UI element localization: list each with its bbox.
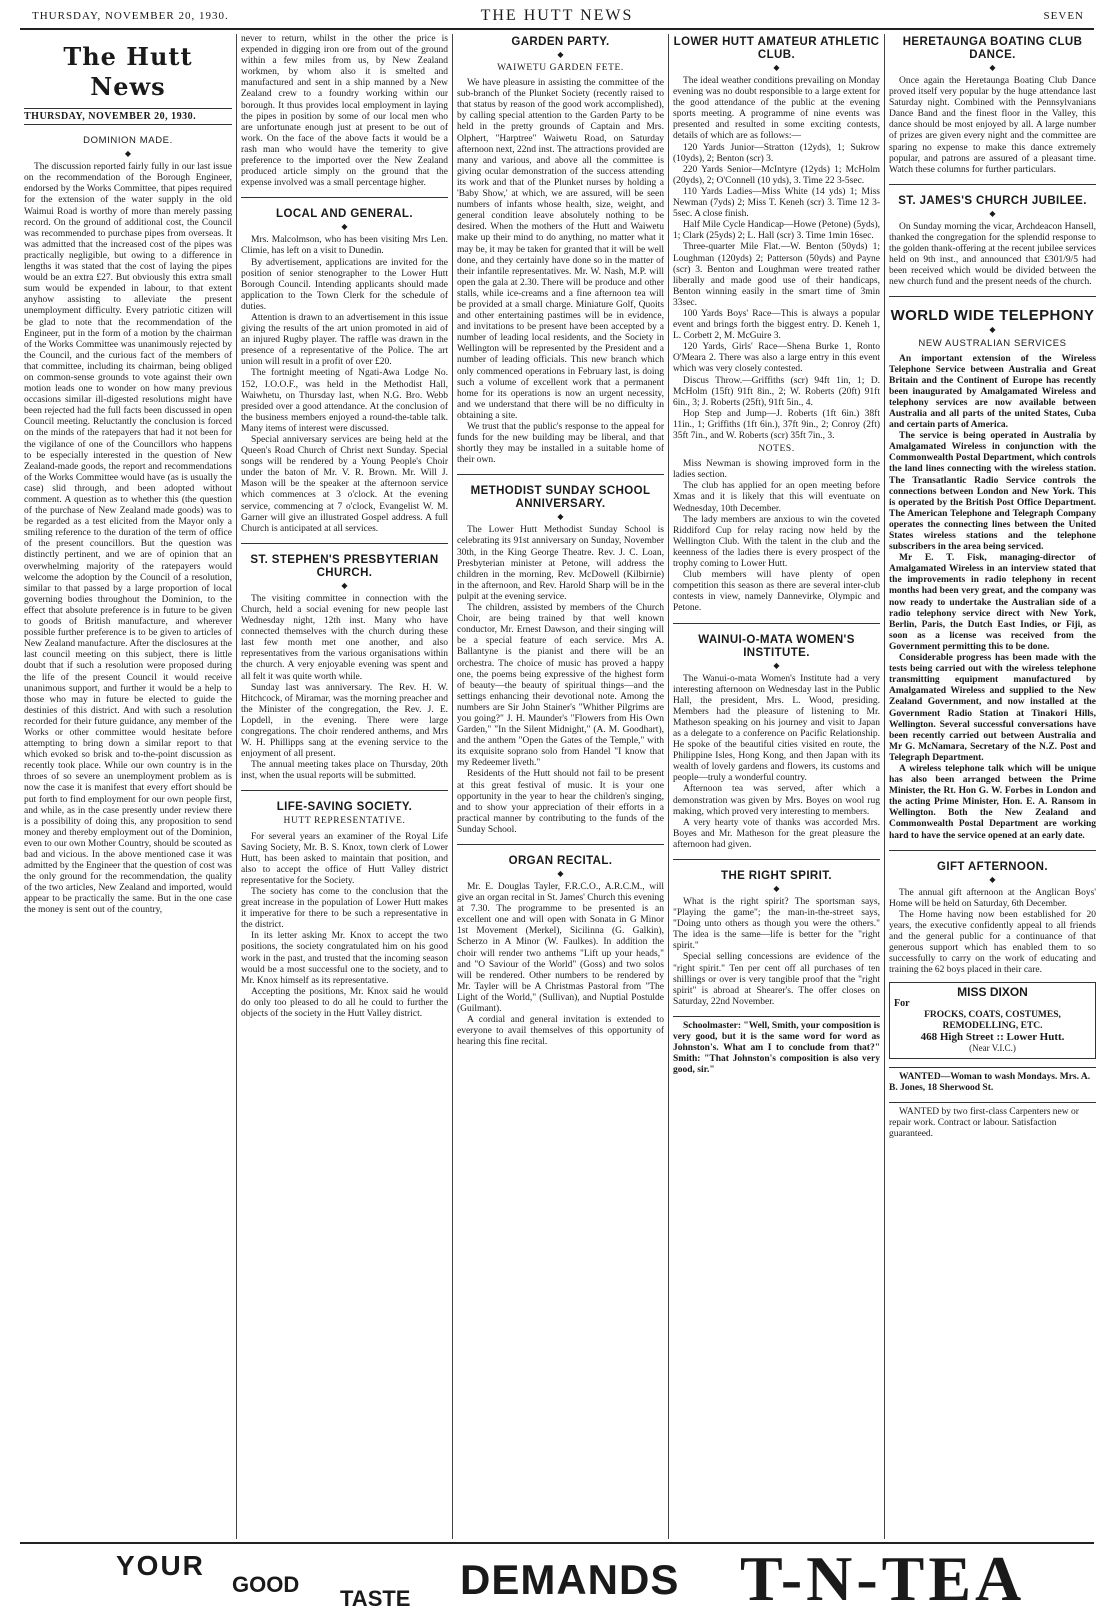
- world-wide-telephony-subheading: NEW AUSTRALIAN SERVICES: [918, 338, 1067, 350]
- telephony-paragraph: A wireless telephone talk which will be unique has also been arranged between the Prime Minister, the Rt. Hon G. W. Forbes in London and the acting Prime Minister, Hon. E. A. Ransom in Wellington. Both the New Zealand and Commonwealth Postal Department are working hard to have the service opened at an early date.: [889, 763, 1096, 841]
- divider-ornament: ◆: [989, 63, 996, 72]
- local-item: Attention is drawn to an advertisement in this issue giving the results of the art union promoted in aid of an injured Rugby player. The raffle was drawn in the presence of a representative of the Police. The art union will result in a profit of over £20.: [241, 312, 448, 368]
- rule: [457, 474, 664, 475]
- womens-institute-paragraph: A very hearty vote of thanks was accorded Mrs. Boyes and Mr. Matheson for the great pleasure the afternoon had given.: [673, 817, 880, 850]
- column-3: [452, 34, 668, 1539]
- st-stephens-paragraph: The annual meeting takes place on Thursday, 20th inst, when the usual reports will be submitted.: [241, 760, 448, 782]
- athletic-result: 110 Yards Ladies—Miss White (14 yds) 1; Miss Newman (7yds) 2; Miss T. Keneh (scr) 3. Time 12 3-5sec. A close finish.: [673, 186, 880, 220]
- womens-institute-paragraph: The Wanui-o-mata Women's Institute had a very interesting afternoon on Wednesday last in the Public Hall, the president, Mrs. L. Wood, presiding. Members had the pleasure of listening to Mr. Matheson speaking on his journey and visit to Japan as a delegate to a conference on Pacific Relationship. He spoke of the beautiful cities visited en route, the Philippine Isles, Hong Kong, and then Japan with its wealth of lovely gardens and flowers, its customs and people—truly a wonderful country.: [673, 673, 880, 784]
- gift-afternoon-paragraph: The annual gift afternoon at the Anglican Boys' Home will be held on Saturday, 6th December.: [889, 887, 1096, 909]
- st-stephens-paragraph: Sunday last was anniversary. The Rev. H. W. Hitchcock, of Miramar, was the morning preacher and the Minister of the congregation, the Rev. J. E. Lopdell, in the evening. There were large congregations. The choir rendered anthems, and Mrs W. H. Phillipps sang at the evening service to the enjoyment of all present.: [241, 682, 448, 760]
- classified-wanted: WANTED—Woman to wash Mondays. Mrs. A. B. Jones, 18 Sherwood St.: [889, 1071, 1091, 1094]
- miss-dixon-address: 468 High Street :: Lower Hutt.: [920, 1030, 1065, 1043]
- rule: [889, 1102, 1096, 1103]
- editorial-title: DOMINION MADE.: [83, 135, 173, 147]
- right-spirit-heading: THE RIGHT SPIRIT.: [721, 870, 832, 882]
- ad-word-your: YOUR: [116, 1550, 205, 1581]
- athletic-paragraph: The ideal weather conditions prevailing on Monday evening was no doubt responsible to a large extent for the good attendance of the public at the evening sports meeting. A programme of nine events was presented and resulted in some exciting contests, details of which are as follows:—: [673, 76, 880, 142]
- gift-afternoon-heading: GIFT AFTERNOON.: [937, 860, 1048, 873]
- masthead: The Hutt News: [63, 42, 193, 101]
- divider-ornament: ◆: [773, 660, 780, 670]
- garden-party-subheading: WAIWETU GARDEN FETE.: [497, 63, 624, 73]
- divider-ornament: ◆: [557, 50, 564, 59]
- local-general-heading: LOCAL AND GENERAL.: [276, 208, 413, 221]
- garden-party-paragraph: We have pleasure in assisting the committee of the sub-branch of the Plunket Society (recently raised to that status by reason of the good work accomplished), by calling special attention to the Garden Party to be held in the pretty grounds of Captain and Mrs. Olphert, "Harptree" Waiwetu Road, on Saturday afternoon next, 22nd inst. The attractions provided are many and various, and above all the committee is giving ocular demonstration of the success attending its work and that of the Plunket nurses by holding a 'Baby Show,' at which, we are assured, will be seen numbers of infants whose health, size, weight, and general condition leave absolutely nothing to be desired. When the mothers of the Hutt and Waiwetu make up their mind to do anything, no matter what it may be, it may be taken for granted that it will be well done, and they certainly have done so in the matter of their infantile representatives. Mr. W. Nash, M.P. will open the gala at 2.30. There will be produce and other stalls, while ice-creams and a fine afternoon tea will be provided at a small charge. Miniature Golf, Quoits and other entertaining pastimes will be in evidence, and invitations to be present have been accepted by a number of leading local residents, and the Society in Wellington will be represented by the President and a number of leading officials. This new branch which only commenced operations in February last, is doing such a volume of excellent work that a permanent home for its operations is now an urgent necessity, and we understand that there will be no difficulty in obtaining a site.: [457, 78, 664, 421]
- athletic-result: 120 Yards, Girls' Race—Shena Burke 1, Ronto O'Meara 2. There was also a large entry in this event which was very closely contested.: [673, 342, 880, 375]
- rule: [889, 296, 1096, 297]
- running-head-date: THURSDAY, NOVEMBER 20, 1930.: [32, 10, 229, 22]
- right-spirit-paragraph: What is the right spirit? The sportsman says, "Playing the game"; the man-in-the-street says, "Doing unto others as though you were the others." The idea is the same—life is better for the "right spirit.": [673, 897, 880, 952]
- athletic-result: 100 Yards Boys' Race—This is always a popular event and brings forth the biggest entry. D. Keneh 1, L. Corbett 2, M. McGuire 3.: [673, 308, 880, 342]
- column-4: [668, 34, 884, 1539]
- rule: [241, 543, 448, 544]
- miss-dixon-near: (Near V.I.C.): [969, 1042, 1016, 1053]
- athletic-note: The club has applied for an open meeting before Xmas and it is likely that this will eventuate on Wednesday, 10th December.: [673, 481, 880, 514]
- divider-ornament: ◆: [989, 208, 996, 218]
- column-1: [20, 34, 236, 1539]
- running-head: [20, 6, 1094, 30]
- divider-ornament: ◆: [557, 869, 564, 878]
- garden-party-paragraph: We trust that the public's response to the appeal for funds for the new building may be liberal, and that shortly they may be installed in a suitable home of their own.: [457, 422, 664, 466]
- methodist-paragraph: The children, assisted by members of the Church Choir, are being trained by that well known conductor, Mr. Ernest Dawson, and their singing will be a special feature of each service. Mrs A. Ballantyne is the pianist and there will be an orchestra. The choice of music has proved a happy one, the poems being expressive of the highest form of beauty—the beauty of spiritual things—and the settings enhancing their devotional note. Among the numbers are Sir John Stainer's "Whither Pilgrims are you going?" J. H. Maunder's "Flowers from His Own Garden," "In the Silent Midnight," (A. M. Goodhart), and the anthem "Open the Gates of the Temple," with its exquisite soprano solo from Handel "I know that my Redeemer liveth.": [457, 603, 664, 769]
- life-saving-paragraph: For several years an examiner of the Royal Life Saving Society, Mr. B. S. Knox, town clerk of Lower Hutt, has been asked to maintain that position, and also to accept the office of Hutt Valley district representative for the Society.: [241, 831, 448, 886]
- rule: [889, 184, 1096, 185]
- st-stephens-paragraph: The visiting committee in connection with the Church, held a social evening for new people last Wednesday night, 12th inst. Many who have connected themselves with the church during these last few month met one another, and also representatives from the various organisations within the church. A very enjoyable evening was spent and all felt it was quite worth while.: [241, 593, 448, 682]
- ad-word-good: GOOD: [232, 1572, 300, 1597]
- organ-recital-paragraph: A cordial and general invitation is extended to everyone to avail themselves of this opportunity of hearing this fine recital.: [457, 1015, 664, 1048]
- st-james-paragraph: On Sunday morning the vicar, Archdeacon Hansell, thanked the congregation for the splendid response to the golden thank-offering at the recent jubilee services held on 9th inst., and announced that £301/9/5 had been received which would be divided between the new church fund and the present needs of the church.: [889, 221, 1096, 288]
- joke-paragraph: Schoolmaster: "Well, Smith, your composition is very good, but it is the same word for word as Johnston's. What am I to conclude from that?" Smith: "That Johnston's composition is also very good, sir.": [673, 1020, 880, 1076]
- rule: [889, 1067, 1096, 1068]
- miss-dixon-services: FROCKS, COATS, COSTUMES, REMODELLING, ETC.: [924, 1009, 1061, 1031]
- athletic-result: Discus Throw.—Griffiths (scr) 94ft 1in, 1; D. McHolm (15ft) 91ft 8in., 2; W. Roberts (20ft) 91ft 6in., 3; J. Roberts (25ft), 91ft 5in., 4.: [673, 375, 880, 408]
- columns: [20, 34, 1100, 1539]
- life-saving-heading: LIFE-SAVING SOCIETY.: [276, 801, 413, 814]
- divider-ornament: ◆: [124, 149, 132, 159]
- column-2: [236, 34, 452, 1539]
- ad-word-taste: TASTE: [340, 1586, 411, 1611]
- rule: [673, 1016, 880, 1017]
- divider-ornament: ◆: [557, 512, 564, 522]
- divider-ornament: ◆: [341, 222, 348, 232]
- athletic-result: Hop Step and Jump—J. Roberts (1ft 6in.) 38ft 11in., 1; Griffiths (1ft 6in.), 37ft 9in., 2; Conroy (2ft) 35ft 7in., and W. Roberts (scr) 35ft 7in., 3.: [673, 408, 880, 441]
- athletic-note: Club members will have plenty of open competition this season as there are several inter-club contests in view, namely Dannevirke, Olympic and Petone.: [673, 570, 880, 614]
- rule: [673, 859, 880, 860]
- rule: [889, 850, 1096, 851]
- life-saving-paragraph: Accepting the positions, Mr. Knox said he would do only too pleased to do all he could to further the objects of the society in the Hutt Valley district.: [241, 986, 448, 1020]
- right-spirit-paragraph: Special selling concessions are evidence of the "right spirit." Ten per cent off all purchases of ten shillings or over is very tangible proof that the "right spirit" is abroad at Shearer's. The offer closes on Saturday, 22nd November.: [673, 952, 880, 1007]
- womens-institute-heading: WAINUI-O-MATA WOMEN'S INSTITUTE.: [698, 633, 855, 659]
- local-item: Mrs. Malcolmson, who has been visiting Mrs Len. Climie, has left on a visit to Dunedin.: [241, 235, 448, 257]
- gift-afternoon-paragraph: The Home having now been established for 20 years, the executive confidently appeal to all friends and the general public for a continuance of that generous support which has enabled them to so successfully to carry on the work of educating and training the 62 boys placed in their care.: [889, 909, 1096, 976]
- rule: [241, 197, 448, 198]
- boating-club-paragraph: Once again the Heretaunga Boating Club Dance proved itself very popular by the huge attendance last Saturday night. Combined with the Pennsylvanians Dance Band and the finest floor in the Valley, this dance should be most enjoyed by all. A large number of prizes are given every night and the committee are sparing no expense to make this dance extremely popular, and patrons are assured of a pleasant time. Watch these columns for further particulars.: [889, 76, 1096, 175]
- ad-brand-name: T-N-TEA: [740, 1543, 1026, 1614]
- local-item: Special anniversary services are being held at the Queen's Road Church of Christ next Sunday. Special songs will be rendered by a Young People's Choir under the baton of Mr. V. R. Brown. Mr. Will J. Mason will be the speaker at the afternoon service which commences at 3 o'clock. At the evening service, commencing at 7 o'clock, Evangelist W. M. Garner will give an illustrated Gospel address. A full Church is anticipated at all services.: [241, 435, 448, 534]
- womens-institute-paragraph: Afternoon tea was served, after which a demonstration was given by Mrs. Boyes on wool rug making, which proved very interesting to members.: [673, 784, 880, 817]
- dateline: THURSDAY, NOVEMBER 20, 1930.: [24, 108, 232, 125]
- methodist-paragraph: The Lower Hutt Methodist Sunday School is celebrating its 91st anniversary on Sunday, November 30th, in the King George Theatre. Rev. J. C. Loan, Presbyterian minister at Petone, will address the children in the morning, Rev. McDowell (Kilbirnie) in the afternoon, and Rev. Harold Sharp will be in the pulpit at the evening service.: [457, 525, 664, 602]
- editorial-continued: never to return, whilst in the other the price is expended in digging iron ore from out of the ground within a few miles from us, by New Zealand workmen, by whom also it is smelted and manufactured and sent in a ship manned by a New Zealand crew to a foundry working within our borough. It thus provides local employment in laying the pipes in position by some of our local men who are unfortunate enough just at present to be out of work. On the face of the above facts it would be a rash man who would have the temerity to give preference to the imported over the New Zealand produced article simply on the ground that the expense involved was a small percentage higher.: [241, 34, 448, 189]
- telephony-paragraph: Mr E. T. Fisk, managing-director of Amalgamated Wireless in an interview stated that the improvements in radio telephony in recent months had been very great, and the company was now ready to undertake the Australian side of a radio telephony service direct with New York, Berlin, Paris, the Dutch East Indies, or Fiji, as soon as a license was received from the Government permitting this to be done.: [889, 553, 1096, 652]
- world-wide-telephony-heading: WORLD WIDE TELEPHONY: [890, 307, 1095, 325]
- miss-dixon-advertisement: [889, 982, 1096, 1059]
- athletic-result: Three-quarter Mile Flat.—W. Benton (50yds) 1; Loughman (120yds) 2; Patterson (50yds) and Payne (scr) 3. Benton and Loughman were treated rather liberally and made good use of their handicaps, Benton winning easily in the smart time of 3min 33sec.: [673, 242, 880, 308]
- athletic-club-heading: LOWER HUTT AMATEUR ATHLETIC CLUB.: [673, 36, 880, 61]
- athletic-result: 220 Yards Senior—McIntyre (12yds) 1; McHolm (20yds), 2; O'Connell (10 yds), 3. Time 22 3-5sec.: [673, 164, 880, 186]
- athletic-result: 120 Yards Junior—Stratton (12yds), 1; Sukrow (10yds), 2; Benton (scr) 3.: [673, 142, 880, 164]
- divider-ornament: ◆: [341, 580, 348, 590]
- divider-ornament: ◆: [773, 63, 780, 72]
- boating-club-heading: HERETAUNGA BOATING CLUB DANCE.: [902, 36, 1083, 61]
- st-stephens-heading: ST. STEPHEN'S PRESBYTERIAN CHURCH.: [250, 553, 439, 579]
- telephony-paragraph: An important extension of the Wireless Telephone Service between Australia and Great Britain and the Continent of Europe has recently been inaugurated by Amalgamated Wireless and telephony services are now available between Australia and all parts of the united States, Cuba and certain parts of America.: [889, 353, 1096, 431]
- athletic-note: Miss Newman is showing improved form in the ladies section.: [673, 459, 880, 481]
- tea-advertisement: [20, 1542, 1094, 1612]
- miss-dixon-for: For: [894, 998, 910, 1010]
- column-5: [884, 34, 1100, 1539]
- running-head-paper: THE HUTT NEWS: [480, 7, 634, 24]
- editorial-body: The discussion reported fairly fully in our last issue on the recommendation of the Borough Engineer, endorsed by the Works Committee, that pipes required for the extension of the water supply in the old Waimui Road is worthy of more than merely passing record. On the ground of additional cost, the Council was recommended to purchase pipes from overseas. It was admitted that the increased cost of the pipes was practically negligible, but owing to a difference in lengths it was stated that the cost of laying the pipes would be an extra £27. But obviously this extra small sum would be expended in labour, to that extent anyhow assisting to alleviate the present unemployment difficulty. Every patriotic citizen will be glad to note that the recommendation of the Engineer, put in the form of a motion by the chairman of the Works Committee was unanimously rejected by the Council, and the curious fact of the members of that committee, including its chairman, being obliged on common-sense grounds to vote against their own motion leads one to wonder on how many previous occasions similar ill-digested resolutions might have been rejected had the full facts been discussed in open Council meeting. Reluctantly the conclusion is forced on the minds of the ratepayers that had it not been for the vigilance of one of the Councillors who happens to be especially interested in the question of New Zealand-made goods, the report and recommendations of the Works Committee would have (as is usually the case) slid through, and been adopted without comment. A question as to whether this (the question of the purchase of New Zealand made goods) was to be regarded as a test elicited from the Mayor only a smiling reference to the duration of the term of office of the present councillors. But the question was distinctly pertinent, and we are of opinion that an overwhelming majority of the ratepayers would welcome the adoption by the Council of a resolution, similar to that passed by a large proportion of local governing bodies throughout the Dominion, to the effect that absolute preference is in future to be given to goods of British manufacture, and wherever possible further preference is to be given to articles of New Zealand manufacture. After the disclosures at the last council meeting on this subject, there is little doubt that if such a resolution were proposed during the life of the present Council it would receive unanimous support, and further it would be a help to those who may in future be elected to guide the destinies of this district. And with such a resolution recorded for their future guidance, any member of the Works or other committee would hesitate before attempting to bring down a similar report to that which evoked so brisk and to-the-point discussion as recently took place. While our own country is in the throes of so severe an unemployment problem as is now the case it is manifest that every effort should be put forth to find employment for our own people first, and while, as in the case presently under review there is a possibility of doing this, any proposition to send money and thereby employment out of the Dominion, even to our own Mother Country, should be scouted as bad and vicious. In the above mentioned case it was admitted by the Engineer that the question of cost was the only ground for the recommendation, the quality of the two articles, New Zealand and imported, would appear to be practically the same. But in the one case the money is sent out of the country,: [24, 162, 232, 916]
- local-item: By advertisement, applications are invited for the position of senior stenographer to the Lower Hutt Borough Council. Intending applicants should made application to the Town Clerk for the schedule of duties.: [241, 257, 448, 312]
- life-saving-subheading: HUTT REPRESENTATIVE.: [283, 816, 406, 827]
- telephony-paragraph: The service is being operated in Australia by Amalgamated Wireless in conjunction with the Commonwealth Postal Department, which controls the land lines connecting with the wireless station. The Transatlantic Radio Service controls the connections between London and New York. This is operated by the British Post Office Department. The American Telephone and Telegraph Company operates the connecting lines between the United States wireless stations and the telephone subscribers in the area being serviced.: [889, 431, 1096, 553]
- rule: [673, 623, 880, 624]
- running-head-page: SEVEN: [1043, 10, 1084, 22]
- athletic-note: The lady members are anxious to win the coveted Riddiford Cup for relay racing now held by the Wellington Club. With the talent in the club and the keenness of the ladies there is every prospect of the trophy coming to Lower Hutt.: [673, 514, 880, 570]
- local-item: The fortnight meeting of Ngati-Awa Lodge No. 152, I.O.O.F., was held in the Methodist Hall, Waiwhetu, on Thursday last, when N.G. Bro. Webb presided over a good attendance. At the conclusion of the business members enjoyed a round-the-table talk. Many items of interest were discussed.: [241, 368, 448, 434]
- divider-ornament: ◆: [773, 884, 780, 893]
- rule: [241, 790, 448, 791]
- athletic-notes-heading: NOTES.: [758, 444, 795, 455]
- telephony-paragraph: Considerable progress has been made with the tests being carried out with the wireless telephone transmitting equipment manufactured by Amalgamated Wireless and supplied to the New Zealand Government, and now installed at the Government Radio Station at Tinakori Hills, Wellington. Several successful conversations have been recently carried out between Australia and Mr G. McNamara, Secretary of the N.Z. Post and Telegraph Department.: [889, 653, 1096, 763]
- life-saving-paragraph: The society has come to the conclusion that the great increase in the population of Lower Hutt makes it imperative for there to be such a representative in the district.: [241, 887, 448, 931]
- organ-recital-paragraph: Mr. E. Douglas Tayler, F.R.C.O., A.R.C.M., will give an organ recital in St. James' Church this evening at 7.30. The programme to be presented is an excellent one and will open with Sonata in G Minor 1st Movement (Merkel), Sicilinna (G. Galkin), Scherzo in A Minor (W. Faulkes). In addition the choir will render two anthems "Lift up your heads," and "O Saviour of the World" (Goss) and two solos will be rendered. Other numbers to be rendered by Mr. Tayler will be A Christmas Pastoral from "The Light of the World," (Sullivan), and Nuptial Postulde (Guilmant).: [457, 882, 664, 1015]
- garden-party-heading: GARDEN PARTY.: [511, 36, 610, 48]
- miss-dixon-name: MISS DIXON: [957, 985, 1028, 1000]
- athletic-result: Half Mile Cycle Handicap—Howe (Petone) (5yds), 1; Clark (25yds) 2; L. Hall (scr) 3. Time 1min 16sec.: [673, 220, 880, 242]
- rule: [457, 844, 664, 845]
- life-saving-paragraph: In its letter asking Mr. Knox to accept the two positions, the society congratulated him on his good work in the past, and trusted that the incoming season would be a most successful one to the society, and to Mr. Knox himself as its representative.: [241, 931, 448, 986]
- methodist-heading: METHODIST SUNDAY SCHOOL ANNIVERSARY.: [470, 485, 651, 511]
- classified-wanted: WANTED by two first-class Carpenters new or repair work. Contract or labour. Satisfaction guaranteed.: [889, 1107, 1079, 1140]
- divider-ornament: ◆: [989, 874, 996, 884]
- ad-word-demands: DEMANDS: [460, 1556, 680, 1603]
- organ-recital-heading: ORGAN RECITAL.: [508, 855, 613, 867]
- st-james-heading: ST. JAMES'S CHURCH JUBILEE.: [898, 194, 1087, 207]
- divider-ornament: ◆: [989, 325, 996, 335]
- methodist-paragraph: Residents of the Hutt should not fail to be present at this great festival of music. It is your one opportunity in the year to hear the children's singing, and to show your appreciation of their efforts in a practical manner by contributing to the funds of the Sunday School.: [457, 769, 664, 835]
